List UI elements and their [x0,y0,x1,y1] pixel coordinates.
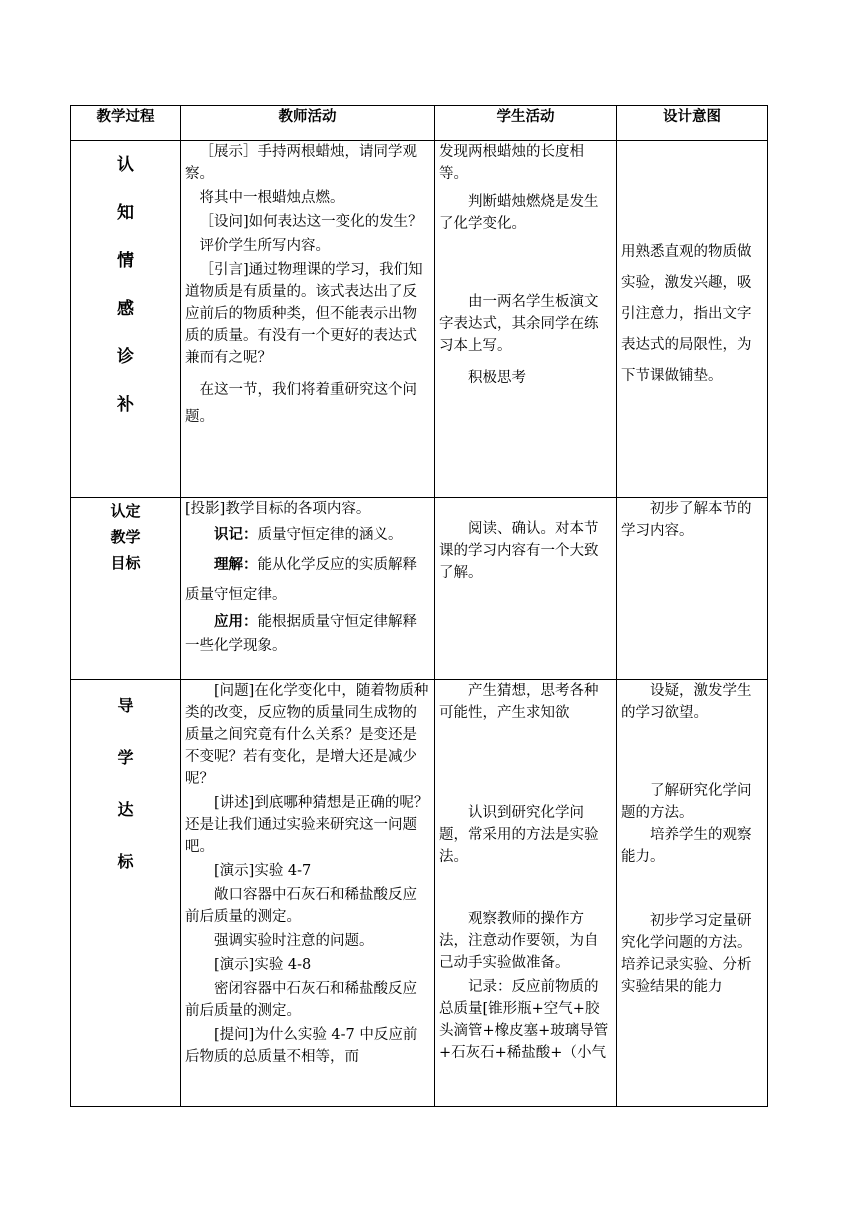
header-student: 学生活动 [435,106,617,141]
header-process: 教学过程 [71,106,181,141]
stage-label: 认定 教学 目标 [110,502,141,572]
teacher-activity-cell: [问题]在化学变化中，随着物质种类的改变，反应物的质量同生成物的质量之间究竟有什么关系？是变还是不变呢？若有变化，是增大还是减少呢？ [讲述]到底哪种猜想是正确的呢？还是让我们通过实验来研究这一问题吧。 [演示]实验 4-7 敞口容器中石灰石和稀盐酸反应前后质量的测定。 强调实验时注意的问题。 [演示]实验 4-8 密闭容器中石灰石和稀盐酸反应前后质量的测定。 [提问]为什么实验 4-7 中反应前后物质的总质量不相等，而 [181,680,435,1107]
header-design: 设计意图 [617,106,768,141]
teacher-activity-cell: [投影]教学目标的各项内容。 识记：质量守恒定律的涵义。 理解：能从化学反应的实质解释质量守恒定律。 应用：能根据质量守恒定律解释一些化学现象。 [181,498,435,680]
design-intent-cell: 用熟悉直观的物质做实验，激发兴趣，吸引注意力，指出文字表达式的局限性，为下节课做铺垫。 [617,141,768,498]
student-activity-cell: 阅读、确认。对本节课的学习内容有一个大致了解。 [435,498,617,680]
table-header-row [71,106,768,141]
stage-label: 导 学 达 标 [117,696,134,871]
student-activity-cell: 产生猜想，思考各种可能性，产生求知欲 认识到研究化学问题，常采用的方法是实验法。 观察教师的操作方法，注意动作要领，为自己动手实验做准备。 记录：反应前物质的总质量[锥形瓶+空气+胶头滴管+橡皮塞+玻璃导管+石灰石+稀盐酸+（小气 [435,680,617,1107]
table-row [71,680,768,1107]
stage-cell [71,680,181,1107]
teacher-activity-cell: ［展示］手持两根蜡烛，请同学观察。 将其中一根蜡烛点燃。 ［设问]如何表达这一变化的发生？ 评价学生所写内容。 ［引言]通过物理课的学习，我们知道物质是有质量的。该式表达出了反应前后的物质种类，但不能表示出物质的质量。有没有一个更好的表达式兼而有之呢？ 在这一节，我们将着重研究这个问题。 [181,141,435,498]
stage-cell [71,141,181,498]
student-activity-cell: 发现两根蜡烛的长度相等。 判断蜡烛燃烧是发生了化学变化。 由一两名学生板演文字表达式，其余同学在练习本上写。 积极思考 [435,141,617,498]
header-teacher: 教师活动 [181,106,435,141]
design-intent-cell: 初步了解本节的学习内容。 [617,498,768,680]
stage-label: 认 知 情 感 诊 补 [117,155,134,415]
table-row [71,498,768,680]
table-row [71,141,768,498]
design-intent-cell: 设疑，激发学生的学习欲望。 了解研究化学问题的方法。 培养学生的观察能力。 初步学习定量研究化学问题的方法。培养记录实验、分析实验结果的能力 [617,680,768,1107]
lesson-plan-table [70,105,768,1107]
stage-cell [71,498,181,680]
